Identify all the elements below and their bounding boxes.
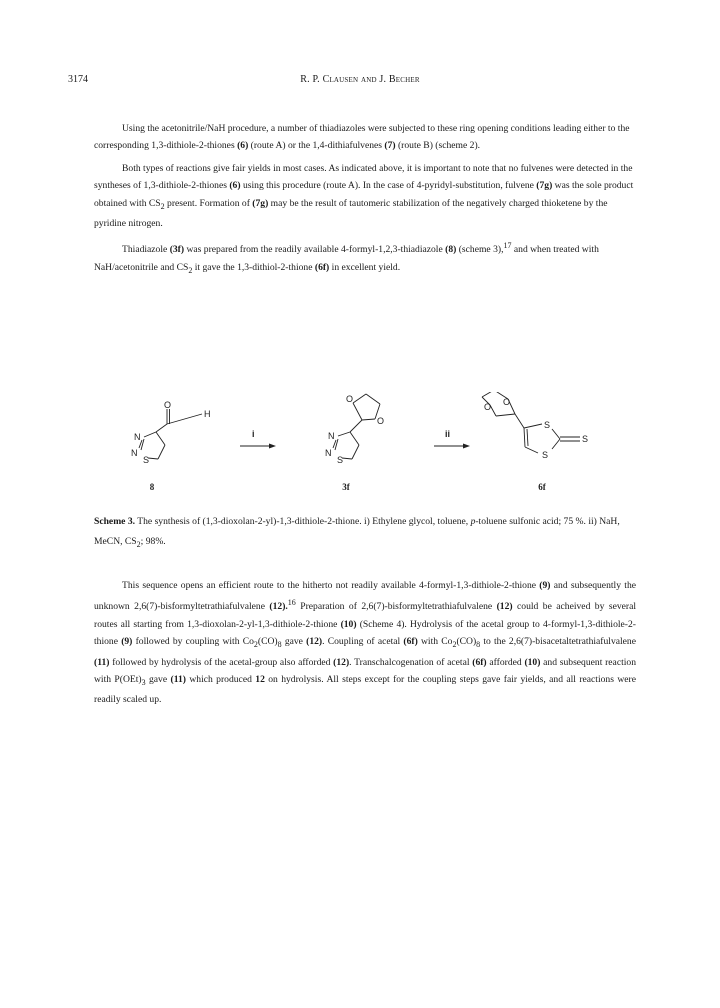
atom-o2-3f: O: [377, 416, 385, 426]
scheme-caption: Scheme 3. The synthesis of (1,3-dioxolan-2-yl)-1,3-dithiole-2-thione. i) Ethylene glycol, toluene, p-toluene sulfonic acid; 75 %. ii) NaH, MeCN, $CS_2$; 98%.: [94, 516, 620, 549]
atom-s-8: S: [143, 455, 150, 465]
compound-3f-structure: [333, 394, 380, 459]
paragraph-2: Both types of reactions give fair yields in most cases. As indicated above, it is important to note that no fulvenes were detected in the syntheses of 1,3-dithiole-2-thiones (6) using this procedure (route A). In the case of 4-pyridyl-substitution, fulvene (7g) was the sole product obtained with $CS_2$ present. Formation of (7g) may be the result of tautomeric stabilization of the negatively charged thioketene by the pyridine nitrogen.: [94, 162, 634, 229]
paragraph-1: Using the acetonitrile/NaH procedure, a number of thiadiazoles were subjected to these ring opening conditions leading either to the corresponding 1,3-dithiole-2-thiones (6) (route A) or the 1,4-dithiafulvenes (7) (route B) (scheme 2).: [94, 123, 630, 152]
body-section-2: [94, 577, 636, 709]
atom-o2-6f: O: [503, 397, 511, 407]
caption-label: Scheme 3.: [94, 516, 136, 527]
page-number: 3174: [68, 74, 88, 85]
page-header: [68, 74, 652, 90]
paragraph-3: Thiadiazole (3f) was prepared from the readily available 4-formyl-1,2,3-thiadiazole (8) (scheme 3),$^{17}$ and when treated with NaH/acetonitrile and $CS_2$ it gave the 1,3-dithiol-2-thione (6f) in excellent yield.: [94, 241, 599, 275]
atom-s3-6f: S: [582, 434, 589, 444]
atom-n1-3f: N: [328, 431, 335, 441]
compound-6f-structure: [482, 392, 580, 453]
paragraph-4: This sequence opens an efficient route to the hitherto not readily available 4-formyl-1,3-dithiole-2-thione (9) and subsequently the unknown 2,6(7)-bisformyltetrathiafulvalene (12).$^{16}$ Preparation of 2,6(7)-bisformyltetrathiafulvalene (12) could be acheived by several routes all starting from 1,3-dioxolan-2-yl-1,3-dithiole-2-thione (10) (Scheme 4). Hydrolysis of the acetal group to 4-formyl-1,3-dithiole-2-thione (9) followed by coupling with $Co_2(CO)_8$ gave (12). Coupling of acetal (6f) with $Co_2(CO)_8$ to the 2,6(7)-bisacetaltetrathiafulvalene (11) followed by hydrolysis of the acetal-group also afforded (12). Transchalcogenation of acetal (6f) afforded (10) and subsequent reaction with $P(OEt)_3$ gave (11) which produced 12 on hydrolysis. All steps except for the coupling steps gave fair yields, and all reactions were readily scaled up.: [94, 580, 637, 706]
atom-s2-6f: S: [542, 450, 549, 460]
scheme-drawing: [94, 392, 636, 502]
atom-o-8: O: [164, 400, 172, 410]
body-section-1: [94, 120, 636, 279]
step-label-i: i: [252, 429, 255, 439]
atom-h-8: H: [204, 409, 211, 419]
step-label-ii: ii: [445, 429, 451, 439]
compound-8-structure: [139, 409, 202, 459]
atom-s-3f: S: [337, 455, 344, 465]
atom-n1-8: N: [134, 432, 141, 442]
atom-s1-6f: S: [544, 420, 551, 430]
compound-label-6f: 6f: [538, 482, 546, 492]
atom-n2-8: N: [131, 448, 138, 458]
compound-label-3f: 3f: [342, 482, 350, 492]
reaction-scheme: [94, 392, 636, 502]
atom-o1-6f: O: [484, 402, 492, 412]
running-head: R. P. Clausen and J. Becher: [300, 74, 420, 85]
atom-n2-3f: N: [325, 448, 332, 458]
compound-label-8: 8: [149, 482, 155, 492]
atom-o1-3f: O: [346, 394, 354, 404]
